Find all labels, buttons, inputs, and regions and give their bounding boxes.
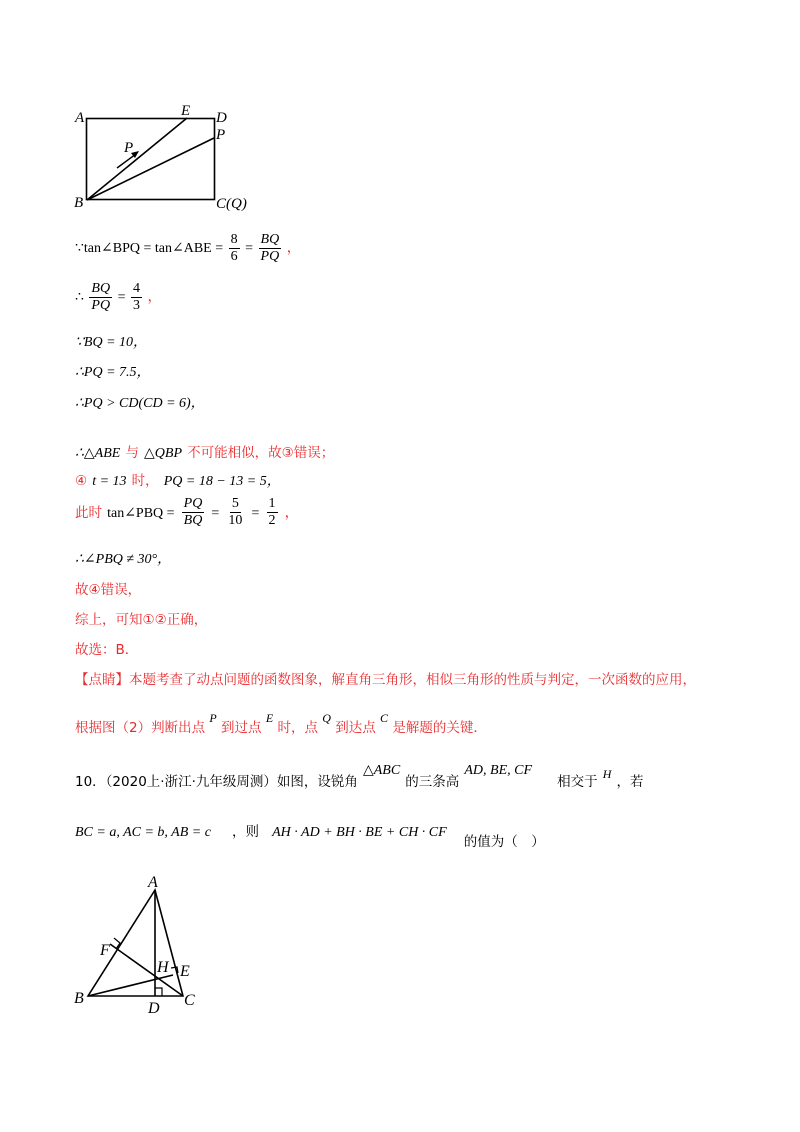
step-8: 此时 tan∠PBQ = $\frac{PQ}{BQ}$ = $\frac{5}{10}$ = $\frac{1}{2}$ ， <box>75 496 299 529</box>
label-p-side: P <box>216 127 226 143</box>
fraction-bq-pq: $\frac{BQ}{PQ}$ <box>260 232 280 265</box>
step-1-prefix: ∵tan∠BPQ = tan∠ABE = <box>75 240 224 256</box>
label-a: A <box>75 110 85 126</box>
figure-triangle <box>70 868 210 1016</box>
comment-line-2: 根据图（2）判断出点 P 到过点 E 时，点 Q 到达点 C 是解题的关键． <box>75 711 487 736</box>
label-a2: A <box>148 874 158 891</box>
step-5: ∴PQ > CD(CD = 6)， <box>75 396 205 411</box>
label-cq: C(Q) <box>216 196 247 212</box>
question-line-2: BC = a, AC = b, AB = c ，则 AH · AD + BH · BE + CH · CF $_{的值为( )}$ <box>75 824 545 850</box>
fraction-1-2: $\frac{1}{2}$ <box>268 496 276 529</box>
altitude-be <box>88 975 173 996</box>
fraction-5-10: $\frac{5}{10}$ <box>228 496 243 529</box>
label-f2: F <box>100 942 110 959</box>
label-b2: B <box>74 990 84 1007</box>
step-11: 综上，可知①②正确， <box>75 612 208 628</box>
step-3: ∵BQ = 10， <box>75 335 148 350</box>
step-6: ∴△ABE 与 △QBP 不可能相似，故③错误； <box>75 445 335 461</box>
fraction-bq-pq-2: $\frac{BQ}{PQ}$ <box>91 281 111 314</box>
label-c2: C <box>184 992 195 1009</box>
step-12: 故选：B． <box>75 642 139 658</box>
step-9: ∴∠PBQ ≠ 30°， <box>75 552 172 567</box>
comment-line-1: 【点睛】本题考查了动点问题的函数图象，解直角三角形，相似三角形的性质与判定，一次函数的应用， <box>75 672 696 688</box>
step-4: ∴PQ = 7.5， <box>75 365 151 380</box>
figure-rectangle <box>70 100 270 218</box>
right-angle-d <box>155 988 162 996</box>
fraction-pq-bq: $\frac{PQ}{BQ}$ <box>183 496 203 529</box>
label-e: E <box>181 103 191 119</box>
label-d: D <box>216 110 227 126</box>
rectangle-abcd <box>87 119 215 200</box>
fraction-8-6: $\frac{8}{6}$ <box>230 232 238 265</box>
fraction-4-3: $\frac{4}{3}$ <box>133 281 140 314</box>
label-d2: D <box>148 1000 160 1016</box>
step-1: ∵tan∠BPQ = tan∠ABE = $\frac{8}{6}$ = $\frac{BQ}{PQ}$ ， <box>75 232 301 265</box>
label-e2: E <box>180 963 190 980</box>
label-b: B <box>74 195 84 211</box>
step-10: 故④错误， <box>75 582 142 598</box>
arrow-shaft <box>117 154 136 168</box>
label-h2: H <box>157 959 169 976</box>
step-2: ∴ $\frac{BQ}{PQ}$ = $\frac{4}{3}$ ， <box>75 281 162 314</box>
label-p-arrow: P <box>124 140 134 156</box>
question-line-1: 10．（2020上·浙江·九年级周测）如图，设锐角 △ABC 的三条高 AD, BE, CF 相交于 $^H$ ，若 <box>75 763 644 790</box>
step-7: ④ t = 13 时， PQ = 18 − 13 = 5， <box>75 473 281 489</box>
